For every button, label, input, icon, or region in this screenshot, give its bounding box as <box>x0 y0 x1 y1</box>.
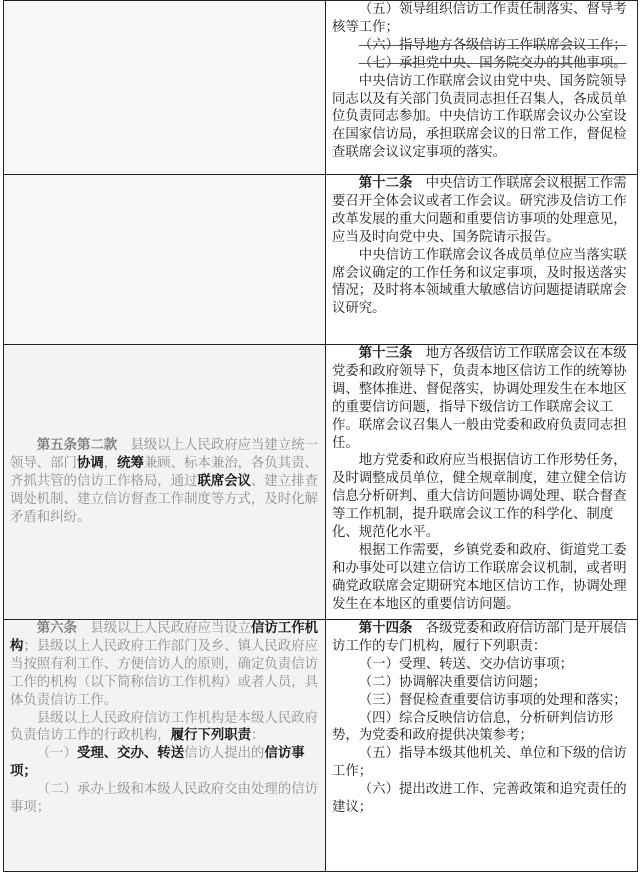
highlight-text: 信访工作机构 <box>10 620 318 654</box>
clause-text: （一） <box>36 746 77 762</box>
table-row <box>4 175 638 345</box>
clause-paragraph: 中央信访工作联席会议由党中央、国务院领导同志以及有关部门负责同志担任召集人，各成员单位负责同志参加。中央信访工作联席会议办公室设在国家信访局，承担联席会议的日常工作，督促检查联席会议议定事项的落实。 <box>332 73 627 161</box>
highlight-text: 履行下列职责 <box>170 727 252 744</box>
clause-item: （五）指导本级其他机关、单位和下级的信访工作； <box>332 746 627 780</box>
highlight-text: 受理、交办、转送 <box>76 745 185 762</box>
article-number: 第五条第二款 <box>36 437 118 454</box>
clause-paragraph <box>10 437 320 527</box>
clause-text: 县级以上人民政府信访工作机构是本级人民政府负责信访工作的行政机构， <box>10 710 318 744</box>
new-regulation-cell <box>326 175 638 345</box>
clause-paragraph: 根据工作需要，乡镇党委和政府、街道党工委和办事处可以建立信访工作联席会议机制，或者明确党政联席会定期研究本地区信访工作，协调处理发生在本地区的重要信访问题。 <box>332 542 627 612</box>
clause-item: （六）提出改进工作、完善政策和追究责任的建议； <box>332 782 627 816</box>
old-regulation-cell <box>4 1 326 175</box>
clause-paragraph <box>10 620 320 710</box>
new-regulation-cell <box>326 620 638 872</box>
clause-text: 县级以上人民政府应当设立 <box>90 621 252 636</box>
clause-text: 、建立排查调处机制、建立信访督查工作制度等方式，及时化解矛盾和纠纷。 <box>10 474 318 525</box>
table-row <box>4 345 638 620</box>
clause-item: （一）受理、转送、交办信访事项； <box>358 656 574 672</box>
highlight-text: 协调 <box>76 455 104 472</box>
clause-paragraph <box>332 345 632 452</box>
clause-item: （二）承办上级和本级人民政府交由处理的信访事项； <box>10 782 318 816</box>
clause-text: 地方各级信访工作联席会议在本级党委和政府领导下，负责本地区信访工作的统筹协调、整体推进、督促落实，协调处理发生在本地区的重要信访问题，指导下级信访工作联席会议工作。联席会议召集人一般由党委和政府负责同志担任。 <box>332 346 627 451</box>
clause-text: 县级以上人民政府应当建立统一领导、部门 <box>10 438 318 472</box>
article-number: 第十四条 <box>358 620 413 636</box>
clause-text: ： <box>251 728 265 744</box>
clause-text: 中央信访工作联席会议根据工作需要召开全体会议或者工作会议。研究涉及信访工作改革发展的重大问题和重要信访事项的处理意见，应当及时向党中央、国务院请示报告。 <box>332 176 627 245</box>
clause-item: （三）督促检查重要信访事项的处理和落实； <box>358 692 627 708</box>
article-number: 第十二条 <box>358 175 413 191</box>
clause-paragraph: 中央信访工作联席会议各成员单位应当落实联席会议确定的工作任务和议定事项，及时报送落实情况；及时将本领域重大敏感信访问题提请联席会议研究。 <box>332 247 627 317</box>
clause-text: ， <box>103 456 118 472</box>
highlight-text: 联席会议 <box>197 473 252 490</box>
highlight-text: 统筹 <box>117 455 144 472</box>
clause-item <box>10 745 320 781</box>
new-regulation-cell <box>326 1 638 175</box>
old-regulation-cell <box>4 345 326 620</box>
clause-line: （七）承担党中央、国务院交办的其他事项。 <box>358 55 627 71</box>
clause-item: （二）协调解决重要信访问题； <box>358 674 547 690</box>
old-regulation-cell <box>4 620 326 872</box>
regulation-comparison-table <box>3 0 638 872</box>
table-row <box>4 620 638 872</box>
clause-text: 信访人提出的 <box>184 746 265 762</box>
clause-line: （五）领导组织信访工作责任制落实、督导考核等工作； <box>332 2 627 35</box>
clause-line: （六）指导地方各级信访工作联席会议工作； <box>358 37 627 53</box>
clause-item: （四）综合反映信访信息，分析研判信访形势，为党委和政府提供决策参考； <box>332 710 614 744</box>
new-regulation-cell <box>326 345 638 620</box>
highlight-text: 信访事项； <box>10 745 305 780</box>
clause-text: 各级党委和政府信访部门是开展信访工作的专门机构，履行下列职责： <box>332 621 627 654</box>
clause-text: ；县级以上人民政府工作部门及乡、镇人民政府应当按照有利工作、方便信访人的原则，确定负责信访工作的机构（以下简称信访工作机构）或者人员，具体负责信访工作。 <box>10 638 318 708</box>
table-row <box>4 1 638 175</box>
clause-text: 兼顾、标本兼治，各负其责、齐抓共管的信访工作格局，通过 <box>10 456 318 490</box>
article-number: 第六条 <box>36 620 77 636</box>
old-regulation-cell <box>4 175 326 345</box>
clause-paragraph <box>332 175 632 247</box>
clause-paragraph <box>10 710 320 746</box>
clause-paragraph: 地方党委和政府应当根据信访工作形势任务，及时调整成员单位，健全规章制度，建立健全信访信息分析研判、重大信访问题协调处理、联合督查等工作机制，提升联席会议工作的科学化、制度化、规范化水平。 <box>332 453 627 541</box>
article-number: 第十三条 <box>358 345 413 361</box>
clause-paragraph <box>332 620 632 656</box>
